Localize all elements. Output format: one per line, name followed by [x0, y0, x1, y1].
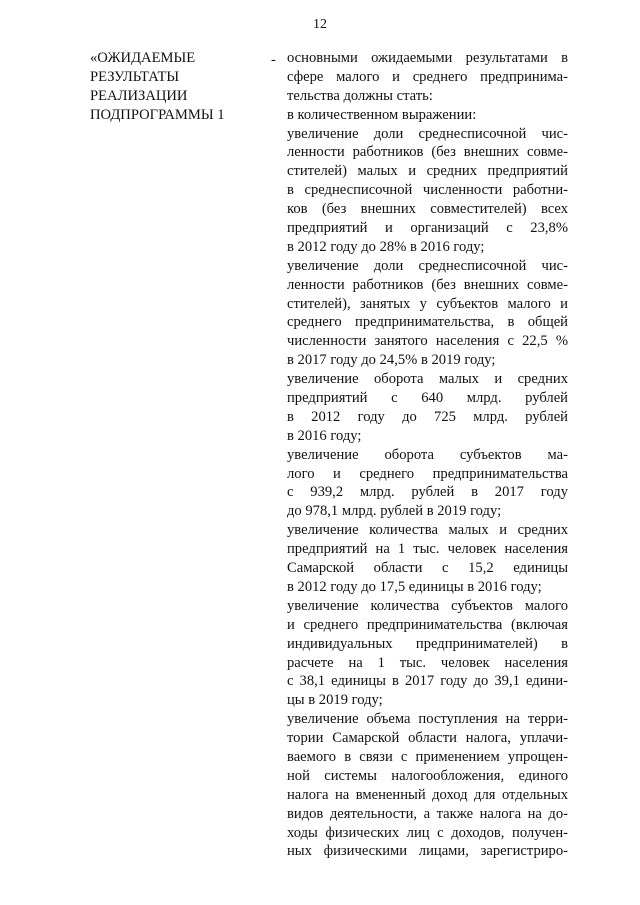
- text-line: предприятий на 1 тыс. человек населения: [287, 541, 568, 558]
- text-line: ной системы налогообложения, единого: [287, 767, 568, 784]
- text-line: в среднесписочной численности работни-: [287, 182, 568, 199]
- text-line: в количественном выражении:: [287, 106, 477, 123]
- result-paragraph: [287, 446, 568, 522]
- result-paragraph: [287, 370, 568, 446]
- section-heading-line: «ОЖИДАЕМЫЕ: [90, 50, 196, 66]
- results-text: [287, 49, 568, 861]
- text-line: численности занятого населения с 22,5 %: [287, 333, 568, 350]
- result-paragraph: [287, 49, 568, 106]
- separator-dash: -: [271, 52, 276, 68]
- result-paragraph: [287, 597, 568, 710]
- text-line: видов деятельности, а также налога на до-: [287, 805, 568, 822]
- result-paragraph: [287, 125, 568, 257]
- text-line: стителей), занятых у субъектов малого и: [287, 295, 568, 312]
- text-line: основными ожидаемыми результатами в: [287, 50, 568, 66]
- text-line: увеличение оборота субъектов ма-: [287, 446, 568, 463]
- text-line: цы в 2019 году;: [287, 692, 383, 709]
- text-line: до 978,1 млрд. рублей в 2019 году;: [287, 503, 502, 520]
- text-line: предприятий с 640 млрд. рублей: [287, 390, 568, 407]
- text-line: с 38,1 единицы в 2017 году до 39,1 едини-: [287, 673, 568, 690]
- text-line: ков (без внешних совместителей) всех: [287, 201, 568, 218]
- text-line: ленности работников (без внешних совме-: [287, 276, 568, 293]
- text-line: увеличение количества малых и средних: [287, 522, 568, 539]
- text-line: увеличение доли среднесписочной чис-: [287, 125, 568, 142]
- text-line: ных физическими лицами, зарегистриро-: [287, 843, 568, 860]
- text-line: и среднего предпринимательства (включая: [287, 616, 568, 633]
- result-paragraph: [287, 710, 568, 861]
- text-line: предприятий и организаций с 23,8%: [287, 220, 568, 237]
- text-line: среднего предпринимательства, в общей: [287, 314, 568, 331]
- page-number: 12: [313, 17, 327, 32]
- text-line: в 2012 году до 28% в 2016 году;: [287, 238, 485, 255]
- text-line: в 2017 году до 24,5% в 2019 году;: [287, 352, 496, 369]
- text-line: индивидуальных предпринимателей) в: [287, 635, 568, 652]
- text-line: в 2016 году;: [287, 427, 362, 444]
- text-line: стителей) малых и средних предприятий: [287, 163, 568, 180]
- text-line: налога на вмененный доход для отдельных: [287, 786, 568, 803]
- text-line: в 2012 году до 17,5 единицы в 2016 году;: [287, 578, 542, 595]
- section-heading-line: РЕАЛИЗАЦИИ: [90, 87, 188, 104]
- result-paragraph: [287, 521, 568, 597]
- section-heading: [90, 49, 260, 125]
- text-line: в 2012 году до 725 млрд. рублей: [287, 408, 568, 425]
- text-line: увеличение оборота малых и средних: [287, 371, 568, 388]
- section-heading-line: ПОДПРОГРАММЫ 1: [90, 106, 225, 123]
- text-line: расчете на 1 тыс. человек населения: [287, 654, 568, 671]
- text-line: ходы физических лиц с доходов, получен-: [287, 824, 568, 841]
- section-heading-line: РЕЗУЛЬТАТЫ: [90, 68, 180, 85]
- text-line: Самарской области с 15,2 единицы: [287, 560, 568, 577]
- text-line: увеличение доли среднесписочной чис-: [287, 257, 568, 274]
- text-line: тельства должны стать:: [287, 87, 433, 104]
- result-paragraph: [287, 257, 568, 370]
- result-paragraph: [287, 106, 568, 125]
- text-line: тории Самарской области налога, уплачи-: [287, 730, 568, 747]
- text-line: увеличение объема поступления на терри-: [287, 711, 568, 728]
- text-line: ленности работников (без внешних совме-: [287, 144, 568, 161]
- text-line: ваемого в связи с применением упрощен-: [287, 748, 568, 765]
- text-line: с 939,2 млрд. рублей в 2017 году: [287, 484, 568, 501]
- text-line: увеличение количества субъектов малого: [287, 597, 568, 614]
- text-line: лого и среднего предпринимательства: [287, 465, 568, 482]
- text-line: сфере малого и среднего предпринима-: [287, 68, 568, 85]
